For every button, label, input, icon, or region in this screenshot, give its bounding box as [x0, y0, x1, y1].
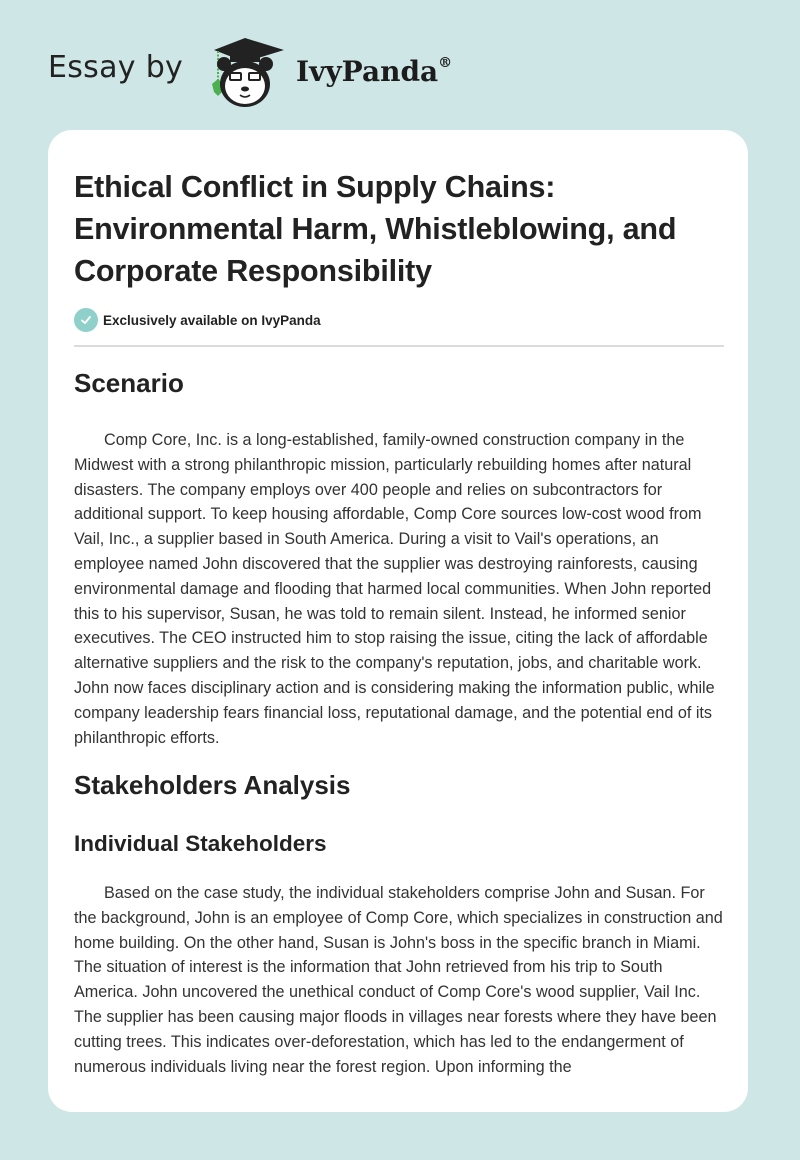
exclusive-badge	[74, 308, 321, 332]
check-circle-icon	[74, 308, 98, 332]
registered-mark: ®	[438, 54, 453, 71]
exclusive-text: Exclusively available on IvyPanda	[103, 312, 321, 328]
stakeholders-paragraph: Based on the case study, the individual stakeholders comprise John and Susan. For the background, John is an employee of Comp Core, which specializes in construction and home building. On the other hand, Susan is John's boss in the specific branch in Miami. The situation of interest is the information that John retrieved from his trip to South America. John uncovered the unethical conduct of Comp Core's wood supplier, Vail Inc. The supplier has been causing major floods in villages near forests where they have been cutting trees. This indicates over-deforestation, which has led to the endangerment of numerous individuals living near the forest region. Upon informing the	[74, 884, 723, 1076]
subheading-individual-stakeholders: Individual Stakeholders	[74, 831, 327, 856]
brand-name[interactable]	[296, 55, 452, 88]
section-heading-scenario: Scenario	[74, 368, 184, 398]
essay-by-label: Essay by	[48, 50, 184, 85]
scenario-paragraph: Comp Core, Inc. is a long-established, family-owned construction company in the Midwest with a strong philanthropic mission, particularly rebuilding homes after natural disasters. The company employs over 400 people and relies on subcontractors for additional support. To keep housing affordable, Comp Core sources low-cost wood from Vail, Inc., a supplier based in South America. During a visit to Vail's operations, an employee named John discovered that the supplier was destroying rainforests, causing environmental damage and flooding that harmed local communities. When John reported this to his supervisor, Susan, he was told to remain silent. Instead, he informed senior executives. The CEO instructed him to stop raising the issue, citing the lack of affordable alternative suppliers and the risk to the company's reputation, jobs, and charitable work. John now faces disciplinary action and is considering making the information public, while company leadership fears financial loss, reputational damage, and the potential end of its philanthropic efforts.	[74, 431, 715, 747]
panda-graduation-cap-icon[interactable]	[200, 34, 290, 110]
article-title: Ethical Conflict in Supply Chains: Environmental Harm, Whistleblowing, and Corporate Responsibility	[74, 170, 677, 288]
site-header	[0, 0, 800, 130]
section-heading-stakeholders: Stakeholders Analysis	[74, 770, 351, 800]
divider	[74, 345, 724, 347]
brand-text: IvyPanda	[296, 55, 439, 88]
article-card	[48, 130, 748, 1112]
